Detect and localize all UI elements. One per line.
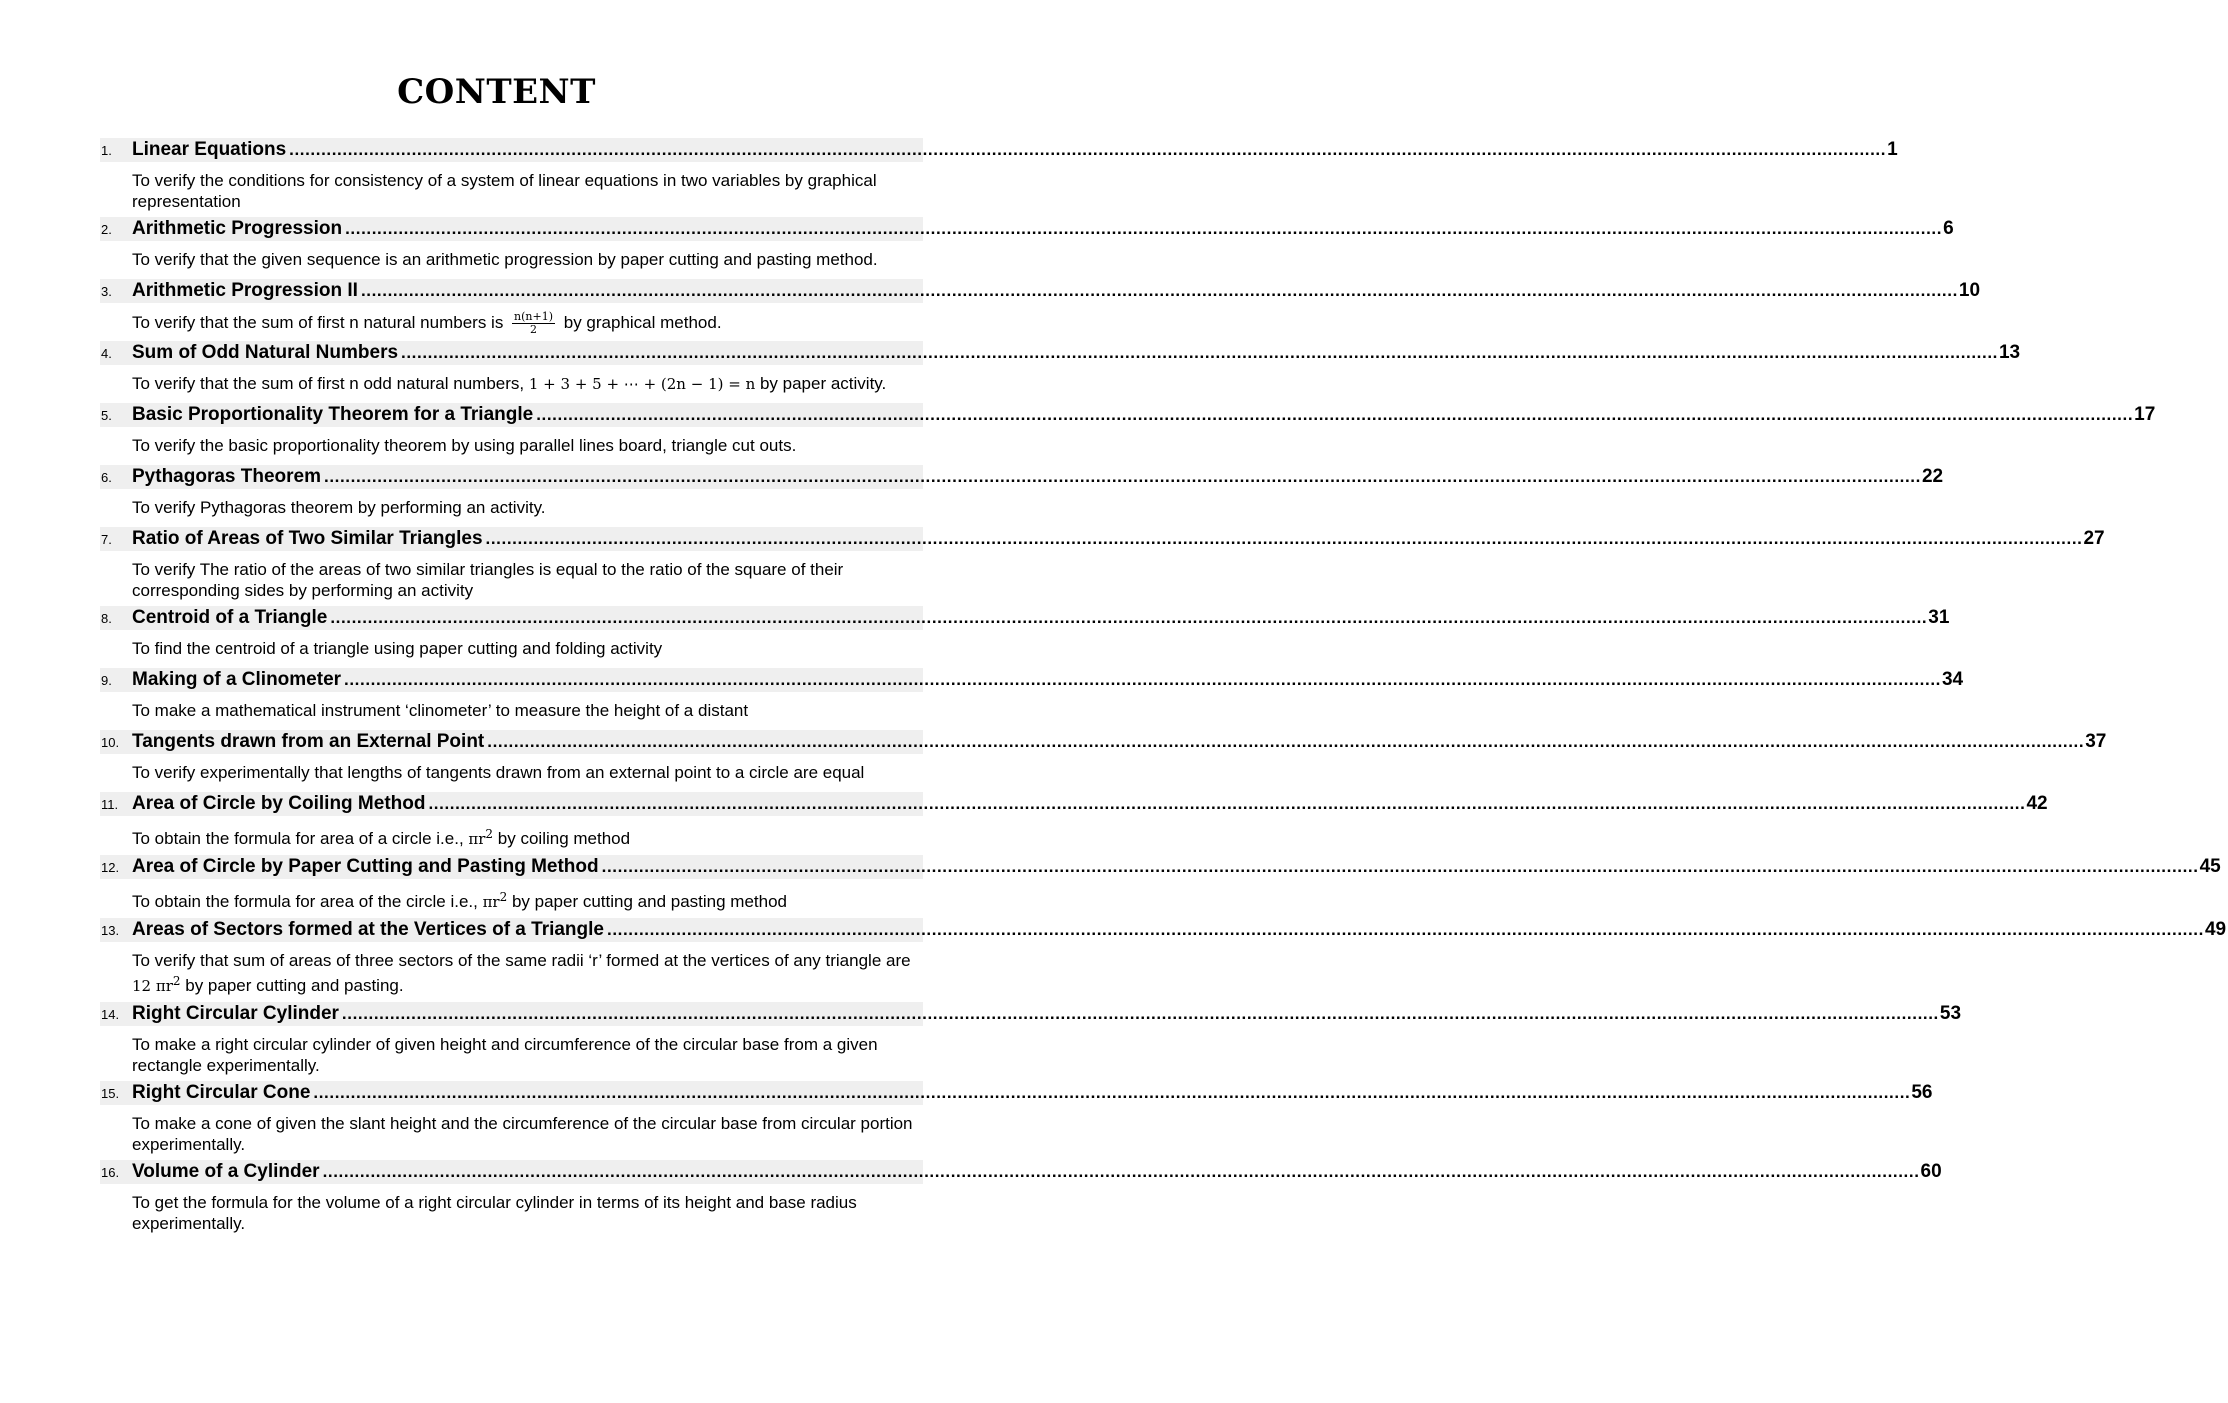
- toc-entry-heading[interactable]: [100, 606, 1950, 630]
- entry-description: To verify the conditions for consistency of a system of linear equations in two variables by graphical representation: [132, 171, 877, 211]
- dot-leader: ............................................................................................................................................................................................................................................................................................................: [485, 529, 2083, 548]
- entry-page-number: 45: [2199, 856, 2221, 877]
- dot-leader: ............................................................................................................................................................................................................................................................................................................: [401, 343, 1998, 362]
- entry-title: Making of a Clinometer: [132, 669, 342, 690]
- math-expression: $\pi r^2$: [468, 827, 494, 848]
- entry-title: Pythagoras Theorem: [132, 466, 321, 487]
- fraction-numerator: n(n+1): [514, 310, 554, 323]
- toc-entry: [100, 730, 2107, 792]
- toc-entry: [100, 792, 2048, 855]
- entry-description: To verify The ratio of the areas of two similar triangles is equal to the ratio of the square of their corresponding sides by performing an activity: [132, 560, 844, 600]
- toc-entry-heading[interactable]: [100, 403, 2156, 427]
- entry-number: 12.: [101, 860, 120, 875]
- toc-entry: [100, 1081, 1933, 1160]
- toc-entry: [100, 217, 1954, 279]
- entry-page-number: 56: [1911, 1082, 1933, 1103]
- entry-title: Arithmetic Progression II: [132, 280, 358, 301]
- entry-number: 8.: [101, 611, 112, 626]
- entry-number: 15.: [101, 1086, 120, 1101]
- entry-number: 10.: [101, 735, 120, 750]
- entry-number: 9.: [101, 673, 112, 688]
- entry-page-number: 22: [1921, 466, 1944, 487]
- entry-title: Arithmetic Progression: [132, 218, 343, 239]
- toc-entry: [100, 341, 2021, 403]
- entry-description: To make a mathematical instrument ‘clinometer’ to measure the height of a distant: [132, 701, 749, 720]
- entry-number: 16.: [101, 1165, 120, 1180]
- entry-page-number: 37: [2085, 731, 2107, 752]
- entry-number: 6.: [101, 470, 112, 485]
- entry-description: To make a cone of given the slant height and the circumference of the circular base from circular portion experimentally.: [132, 1114, 913, 1154]
- entry-title: Linear Equations: [132, 139, 287, 160]
- toc-entry-heading[interactable]: [100, 792, 2048, 816]
- entry-title: Ratio of Areas of Two Similar Triangles: [132, 528, 483, 549]
- fraction: [512, 311, 555, 336]
- toc-entry: [100, 855, 2221, 918]
- entry-page-number: 17: [2134, 404, 2156, 425]
- dot-leader: ............................................................................................................................................................................................................................................................................................................: [607, 920, 2204, 939]
- fraction-denominator: 2: [530, 323, 538, 336]
- toc-entry-heading[interactable]: [100, 918, 2227, 942]
- dot-leader: ............................................................................................................................................................................................................................................................................................................: [313, 1083, 1911, 1102]
- toc-entry-heading[interactable]: [100, 1160, 1942, 1184]
- dot-leader: ............................................................................................................................................................................................................................................................................................................: [289, 140, 1887, 159]
- entry-title: Areas of Sectors formed at the Vertices of a Triangle: [132, 919, 604, 940]
- entry-number: 7.: [101, 532, 112, 547]
- entry-description: To verify the basic proportionality theorem by using parallel lines board, triangle cut outs.: [132, 436, 797, 455]
- toc-entry: [100, 606, 1950, 668]
- toc-entry-heading[interactable]: [100, 1002, 1962, 1026]
- toc-entry-heading[interactable]: [100, 527, 2105, 551]
- entry-description: To verify that the given sequence is an arithmetic progression by paper cutting and pasting method.: [132, 250, 878, 269]
- dot-leader: ............................................................................................................................................................................................................................................................................................................: [345, 219, 1943, 238]
- entry-number: 14.: [101, 1007, 120, 1022]
- entry-page-number: 10: [1958, 280, 1981, 301]
- entry-page-number: 42: [2026, 793, 2048, 814]
- entry-title: Right Circular Cylinder: [132, 1003, 339, 1024]
- toc-entry-heading[interactable]: [100, 1081, 1933, 1105]
- exponent: 2: [499, 890, 508, 904]
- entry-description: To find the centroid of a triangle using paper cutting and folding activity: [132, 639, 663, 658]
- entry-title: Area of Circle by Coiling Method: [132, 793, 426, 814]
- entry-page-number: 6: [1943, 218, 1954, 239]
- entry-title: Area of Circle by Paper Cutting and Pasting Method: [132, 856, 599, 877]
- entry-title: Volume of a Cylinder: [132, 1161, 320, 1182]
- toc-entry-heading[interactable]: [100, 341, 2021, 365]
- entry-page-number: 53: [1939, 1003, 1962, 1024]
- entry-page-number: 13: [1998, 342, 2021, 363]
- entry-title: Basic Proportionality Theorem for a Triangle: [132, 404, 534, 425]
- entry-title: Right Circular Cone: [132, 1082, 311, 1103]
- toc-entry: [100, 1002, 1962, 1081]
- toc-entry: [100, 138, 1898, 217]
- entry-description: To verify that the sum of first n natural numbers is $\frac{n(n+1)}{2}$ by graphical method.: [132, 310, 722, 336]
- entry-description: To verify that sum of areas of three sectors of the same radii ‘r’ formed at the vertices of any triangle are 12 $\pi r^2$ by paper cutting and pasting.: [132, 951, 911, 995]
- dot-leader: ............................................................................................................................................................................................................................................................................................................: [601, 857, 2199, 876]
- entry-page-number: 31: [1928, 607, 1950, 628]
- dot-leader: ............................................................................................................................................................................................................................................................................................................: [322, 1162, 1920, 1181]
- entry-page-number: 49: [2204, 919, 2227, 940]
- toc-entry-heading[interactable]: [100, 668, 1964, 692]
- math-expression: $\pi r^2$: [482, 890, 508, 911]
- toc-entry: [100, 527, 2105, 606]
- entry-page-number: 34: [1941, 669, 1964, 690]
- entry-number: 4.: [101, 346, 112, 361]
- entry-description: To obtain the formula for area of the circle i.e., $\pi r^2$ by paper cutting and pasting method: [132, 890, 787, 911]
- toc-entry-heading[interactable]: [100, 279, 1981, 303]
- exponent: 2: [485, 827, 494, 841]
- entry-number: 11.: [101, 797, 119, 812]
- table-of-contents: [100, 138, 2227, 1239]
- math-expression: 12 $\pi r^2$: [132, 974, 181, 995]
- toc-entry: [100, 918, 2227, 1002]
- page-title: CONTENT: [397, 72, 596, 112]
- dot-leader: ............................................................................................................................................................................................................................................................................................................: [344, 670, 1941, 689]
- dot-leader: ............................................................................................................................................................................................................................................................................................................: [324, 467, 1921, 486]
- entry-number: 5.: [101, 408, 112, 423]
- entry-number: 13.: [101, 923, 120, 938]
- dot-leader: ............................................................................................................................................................................................................................................................................................................: [360, 281, 1958, 300]
- toc-entry: [100, 403, 2156, 465]
- toc-entry-heading[interactable]: [100, 465, 1944, 489]
- toc-entry-heading[interactable]: [100, 730, 2107, 754]
- toc-entry: [100, 279, 1981, 341]
- entry-number: 1.: [101, 143, 112, 158]
- entry-description: To verify experimentally that lengths of tangents drawn from an external point to a circle are equal: [132, 763, 865, 782]
- toc-entry: [100, 1160, 1942, 1239]
- toc-entry: [100, 668, 1964, 730]
- dot-leader: ............................................................................................................................................................................................................................................................................................................: [536, 405, 2134, 424]
- entry-description: To verify that the sum of first n odd natural numbers, 1 + 3 + 5 + ⋯ + (2n − 1) = n by paper activity.: [132, 374, 887, 393]
- entry-page-number: 27: [2083, 528, 2105, 549]
- entry-title: Centroid of a Triangle: [132, 607, 328, 628]
- entry-page-number: 60: [1920, 1161, 1942, 1182]
- toc-entry-heading[interactable]: [100, 138, 1898, 162]
- entry-description: To get the formula for the volume of a right circular cylinder in terms of its height and base radius experimentally.: [132, 1193, 857, 1233]
- toc-entry-heading[interactable]: [100, 217, 1954, 241]
- dot-leader: ............................................................................................................................................................................................................................................................................................................: [341, 1004, 1939, 1023]
- dot-leader: ............................................................................................................................................................................................................................................................................................................: [330, 608, 1928, 627]
- exponent: 2: [172, 974, 181, 988]
- entry-number: 2.: [101, 222, 112, 237]
- entry-title: Tangents drawn from an External Point: [132, 731, 485, 752]
- entry-page-number: 1: [1887, 139, 1898, 160]
- toc-entry: [100, 465, 1944, 527]
- entry-description: To obtain the formula for area of a circle i.e., $\pi r^2$ by coiling method: [132, 827, 631, 848]
- entry-title: Sum of Odd Natural Numbers: [132, 342, 399, 363]
- entry-description: To make a right circular cylinder of given height and circumference of the circular base from a given rectangle experimentally.: [132, 1035, 878, 1075]
- entry-number: 3.: [101, 284, 112, 299]
- math-expression: 1 + 3 + 5 + ⋯ + (2n − 1) = n: [528, 375, 756, 393]
- entry-description: To verify Pythagoras theorem by performing an activity.: [132, 498, 546, 517]
- dot-leader: ............................................................................................................................................................................................................................................................................................................: [428, 794, 2026, 813]
- dot-leader: ............................................................................................................................................................................................................................................................................................................: [487, 732, 2085, 751]
- toc-entry-heading[interactable]: [100, 855, 2221, 879]
